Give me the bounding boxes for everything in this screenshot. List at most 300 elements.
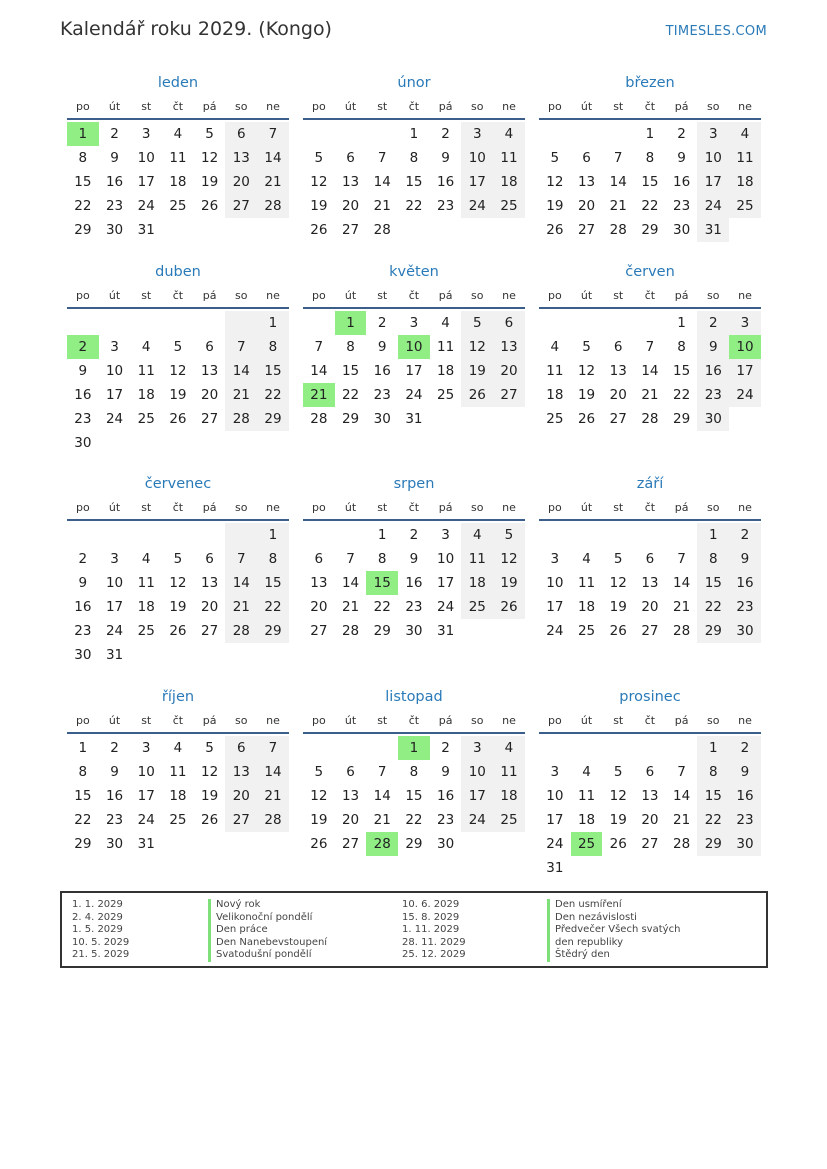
day-cell[interactable]: 3 xyxy=(550,764,560,780)
day-cell[interactable]: 2 xyxy=(441,126,450,142)
day-cell[interactable]: 26 xyxy=(169,623,187,639)
day-cell[interactable]: 27 xyxy=(341,222,360,238)
day-cell[interactable]: 15 xyxy=(405,174,423,190)
day-cell[interactable]: 22 xyxy=(673,387,691,403)
day-cell[interactable]: 6 xyxy=(205,551,214,567)
day-cell[interactable]: 19 xyxy=(461,359,493,383)
day-cell[interactable]: 16 xyxy=(105,174,124,190)
day-cell[interactable]: 30 xyxy=(105,836,124,852)
day-cell[interactable]: 8 xyxy=(409,150,419,166)
day-cell[interactable]: 25 xyxy=(169,812,187,828)
day-cell[interactable]: 11 xyxy=(169,764,187,780)
holiday-day-cell[interactable]: 28 xyxy=(366,832,398,856)
day-cell[interactable]: 3 xyxy=(550,551,560,567)
day-cell[interactable]: 1 xyxy=(257,523,289,547)
day-cell[interactable]: 10 xyxy=(546,788,564,804)
day-cell[interactable]: 11 xyxy=(137,363,155,379)
day-cell[interactable]: 3 xyxy=(141,126,151,142)
day-cell[interactable]: 18 xyxy=(169,788,187,804)
day-cell[interactable]: 22 xyxy=(341,387,360,403)
day-cell[interactable]: 10 xyxy=(437,551,455,567)
brand-logo-text[interactable]: TIMESLES.COM xyxy=(665,24,767,39)
day-cell[interactable]: 12 xyxy=(169,363,187,379)
day-cell[interactable]: 30 xyxy=(729,832,761,856)
day-cell[interactable]: 20 xyxy=(609,387,627,403)
day-cell[interactable]: 10 xyxy=(461,760,493,784)
day-cell[interactable]: 8 xyxy=(78,150,88,166)
day-cell[interactable]: 21 xyxy=(257,784,289,808)
day-cell[interactable]: 27 xyxy=(310,623,328,639)
day-cell[interactable]: 20 xyxy=(341,198,360,214)
day-cell[interactable]: 6 xyxy=(225,736,257,760)
day-cell[interactable]: 18 xyxy=(577,599,596,615)
day-cell[interactable]: 16 xyxy=(729,571,761,595)
day-cell[interactable]: 13 xyxy=(641,788,659,804)
day-cell[interactable]: 5 xyxy=(550,150,560,166)
day-cell[interactable]: 16 xyxy=(74,599,92,615)
day-cell[interactable]: 13 xyxy=(201,575,219,591)
day-cell[interactable]: 28 xyxy=(673,836,691,852)
day-cell[interactable]: 17 xyxy=(137,174,155,190)
holiday-day-cell[interactable]: 21 xyxy=(303,383,335,407)
day-cell[interactable]: 14 xyxy=(609,174,627,190)
day-cell[interactable]: 7 xyxy=(677,764,686,780)
day-cell[interactable]: 27 xyxy=(341,836,360,852)
day-cell[interactable]: 24 xyxy=(729,383,761,407)
holiday-day-cell[interactable]: 15 xyxy=(366,571,398,595)
day-cell[interactable]: 3 xyxy=(461,736,493,760)
day-cell[interactable]: 7 xyxy=(645,339,655,355)
day-cell[interactable]: 29 xyxy=(405,836,423,852)
day-cell[interactable]: 9 xyxy=(729,547,761,571)
day-cell[interactable]: 9 xyxy=(377,339,387,355)
day-cell[interactable]: 18 xyxy=(137,599,155,615)
day-cell[interactable]: 12 xyxy=(577,363,596,379)
day-cell[interactable]: 13 xyxy=(493,335,525,359)
day-cell[interactable]: 9 xyxy=(729,760,761,784)
day-cell[interactable]: 29 xyxy=(673,411,691,427)
day-cell[interactable]: 3 xyxy=(441,527,450,543)
day-cell[interactable]: 12 xyxy=(310,174,328,190)
day-cell[interactable]: 22 xyxy=(257,383,289,407)
day-cell[interactable]: 6 xyxy=(493,311,525,335)
day-cell[interactable]: 8 xyxy=(645,150,655,166)
day-cell[interactable]: 22 xyxy=(74,198,92,214)
day-cell[interactable]: 30 xyxy=(437,836,455,852)
day-cell[interactable]: 10 xyxy=(137,764,155,780)
holiday-day-cell[interactable]: 2 xyxy=(67,335,99,359)
day-cell[interactable]: 9 xyxy=(697,335,729,359)
day-cell[interactable]: 11 xyxy=(546,363,564,379)
day-cell[interactable]: 28 xyxy=(373,222,391,238)
day-cell[interactable]: 12 xyxy=(461,335,493,359)
day-cell[interactable]: 22 xyxy=(74,812,92,828)
day-cell[interactable]: 6 xyxy=(225,122,257,146)
day-cell[interactable]: 30 xyxy=(405,623,423,639)
day-cell[interactable]: 4 xyxy=(173,126,183,142)
day-cell[interactable]: 24 xyxy=(546,623,564,639)
day-cell[interactable]: 5 xyxy=(314,764,324,780)
day-cell[interactable]: 2 xyxy=(729,523,761,547)
day-cell[interactable]: 25 xyxy=(577,623,596,639)
day-cell[interactable]: 26 xyxy=(609,623,627,639)
day-cell[interactable]: 26 xyxy=(546,222,564,238)
day-cell[interactable]: 19 xyxy=(546,198,564,214)
day-cell[interactable]: 25 xyxy=(437,387,455,403)
day-cell[interactable]: 30 xyxy=(74,647,92,663)
day-cell[interactable]: 23 xyxy=(437,812,455,828)
day-cell[interactable]: 17 xyxy=(697,170,729,194)
day-cell[interactable]: 28 xyxy=(641,411,659,427)
day-cell[interactable]: 26 xyxy=(461,383,493,407)
day-cell[interactable]: 12 xyxy=(493,547,525,571)
day-cell[interactable]: 10 xyxy=(105,575,124,591)
day-cell[interactable]: 19 xyxy=(310,812,328,828)
day-cell[interactable]: 5 xyxy=(173,551,183,567)
holiday-day-cell[interactable]: 10 xyxy=(398,335,430,359)
day-cell[interactable]: 5 xyxy=(613,551,623,567)
day-cell[interactable]: 18 xyxy=(546,387,564,403)
day-cell[interactable]: 26 xyxy=(493,595,525,619)
day-cell[interactable]: 1 xyxy=(78,740,88,756)
day-cell[interactable]: 19 xyxy=(310,198,328,214)
day-cell[interactable]: 3 xyxy=(110,339,119,355)
day-cell[interactable]: 2 xyxy=(697,311,729,335)
day-cell[interactable]: 23 xyxy=(729,808,761,832)
day-cell[interactable]: 21 xyxy=(641,387,659,403)
day-cell[interactable]: 4 xyxy=(493,736,525,760)
day-cell[interactable]: 15 xyxy=(257,359,289,383)
day-cell[interactable]: 19 xyxy=(493,571,525,595)
day-cell[interactable]: 17 xyxy=(546,599,564,615)
day-cell[interactable]: 11 xyxy=(577,788,596,804)
day-cell[interactable]: 15 xyxy=(697,784,729,808)
day-cell[interactable]: 19 xyxy=(577,387,596,403)
day-cell[interactable]: 13 xyxy=(225,146,257,170)
day-cell[interactable]: 6 xyxy=(613,339,623,355)
day-cell[interactable]: 7 xyxy=(257,736,289,760)
day-cell[interactable]: 21 xyxy=(673,812,691,828)
day-cell[interactable]: 21 xyxy=(373,812,391,828)
day-cell[interactable]: 14 xyxy=(257,146,289,170)
day-cell[interactable]: 13 xyxy=(225,760,257,784)
day-cell[interactable]: 2 xyxy=(377,315,387,331)
day-cell[interactable]: 28 xyxy=(257,194,289,218)
day-cell[interactable]: 15 xyxy=(74,788,92,804)
day-cell[interactable]: 27 xyxy=(225,194,257,218)
day-cell[interactable]: 2 xyxy=(409,527,419,543)
day-cell[interactable]: 28 xyxy=(341,623,360,639)
day-cell[interactable]: 5 xyxy=(461,311,493,335)
day-cell[interactable]: 31 xyxy=(137,222,155,238)
day-cell[interactable]: 22 xyxy=(257,595,289,619)
day-cell[interactable]: 30 xyxy=(74,435,92,451)
day-cell[interactable]: 17 xyxy=(461,784,493,808)
day-cell[interactable]: 1 xyxy=(677,315,686,331)
day-cell[interactable]: 18 xyxy=(137,387,155,403)
day-cell[interactable]: 22 xyxy=(405,812,423,828)
day-cell[interactable]: 12 xyxy=(169,575,187,591)
day-cell[interactable]: 14 xyxy=(373,174,391,190)
day-cell[interactable]: 26 xyxy=(310,222,328,238)
day-cell[interactable]: 23 xyxy=(673,198,691,214)
day-cell[interactable]: 26 xyxy=(169,411,187,427)
day-cell[interactable]: 16 xyxy=(405,575,423,591)
day-cell[interactable]: 20 xyxy=(225,784,257,808)
day-cell[interactable]: 2 xyxy=(78,551,88,567)
day-cell[interactable]: 22 xyxy=(405,198,423,214)
day-cell[interactable]: 24 xyxy=(137,812,155,828)
day-cell[interactable]: 23 xyxy=(697,383,729,407)
day-cell[interactable]: 13 xyxy=(341,174,360,190)
day-cell[interactable]: 1 xyxy=(697,523,729,547)
day-cell[interactable]: 22 xyxy=(373,599,391,615)
day-cell[interactable]: 6 xyxy=(314,551,324,567)
day-cell[interactable]: 15 xyxy=(74,174,92,190)
day-cell[interactable]: 6 xyxy=(645,551,655,567)
day-cell[interactable]: 12 xyxy=(310,788,328,804)
day-cell[interactable]: 19 xyxy=(169,387,187,403)
day-cell[interactable]: 1 xyxy=(409,126,419,142)
day-cell[interactable]: 4 xyxy=(550,339,560,355)
day-cell[interactable]: 3 xyxy=(729,311,761,335)
day-cell[interactable]: 1 xyxy=(377,527,387,543)
day-cell[interactable]: 29 xyxy=(341,411,360,427)
day-cell[interactable]: 26 xyxy=(577,411,596,427)
day-cell[interactable]: 2 xyxy=(110,740,119,756)
day-cell[interactable]: 16 xyxy=(74,387,92,403)
day-cell[interactable]: 8 xyxy=(78,764,88,780)
day-cell[interactable]: 6 xyxy=(346,150,355,166)
day-cell[interactable]: 5 xyxy=(582,339,591,355)
day-cell[interactable]: 11 xyxy=(577,575,596,591)
day-cell[interactable]: 28 xyxy=(225,619,257,643)
day-cell[interactable]: 15 xyxy=(697,571,729,595)
day-cell[interactable]: 16 xyxy=(437,788,455,804)
day-cell[interactable]: 4 xyxy=(461,523,493,547)
day-cell[interactable]: 24 xyxy=(105,623,124,639)
day-cell[interactable]: 24 xyxy=(437,599,455,615)
day-cell[interactable]: 30 xyxy=(105,222,124,238)
day-cell[interactable]: 11 xyxy=(137,575,155,591)
day-cell[interactable]: 27 xyxy=(577,222,596,238)
day-cell[interactable]: 25 xyxy=(493,194,525,218)
day-cell[interactable]: 14 xyxy=(225,571,257,595)
day-cell[interactable]: 9 xyxy=(409,551,419,567)
day-cell[interactable]: 22 xyxy=(641,198,659,214)
day-cell[interactable]: 21 xyxy=(673,599,691,615)
holiday-day-cell[interactable]: 10 xyxy=(729,335,761,359)
day-cell[interactable]: 7 xyxy=(314,339,324,355)
day-cell[interactable]: 18 xyxy=(461,571,493,595)
day-cell[interactable]: 11 xyxy=(729,146,761,170)
day-cell[interactable]: 4 xyxy=(582,551,591,567)
day-cell[interactable]: 18 xyxy=(729,170,761,194)
day-cell[interactable]: 8 xyxy=(346,339,355,355)
day-cell[interactable]: 3 xyxy=(110,551,119,567)
day-cell[interactable]: 15 xyxy=(405,788,423,804)
day-cell[interactable]: 27 xyxy=(201,411,219,427)
day-cell[interactable]: 25 xyxy=(546,411,564,427)
day-cell[interactable]: 14 xyxy=(310,363,328,379)
day-cell[interactable]: 10 xyxy=(546,575,564,591)
day-cell[interactable]: 7 xyxy=(257,122,289,146)
day-cell[interactable]: 23 xyxy=(729,595,761,619)
day-cell[interactable]: 2 xyxy=(110,126,119,142)
day-cell[interactable]: 7 xyxy=(613,150,623,166)
day-cell[interactable]: 4 xyxy=(582,764,591,780)
day-cell[interactable]: 31 xyxy=(405,411,423,427)
day-cell[interactable]: 6 xyxy=(205,339,214,355)
day-cell[interactable]: 8 xyxy=(697,547,729,571)
day-cell[interactable]: 11 xyxy=(461,547,493,571)
day-cell[interactable]: 14 xyxy=(225,359,257,383)
day-cell[interactable]: 11 xyxy=(493,760,525,784)
day-cell[interactable]: 8 xyxy=(409,764,419,780)
day-cell[interactable]: 15 xyxy=(673,363,691,379)
day-cell[interactable]: 8 xyxy=(697,760,729,784)
day-cell[interactable]: 17 xyxy=(105,599,124,615)
day-cell[interactable]: 2 xyxy=(441,740,450,756)
day-cell[interactable]: 7 xyxy=(377,764,387,780)
day-cell[interactable]: 16 xyxy=(373,363,391,379)
day-cell[interactable]: 9 xyxy=(78,575,88,591)
day-cell[interactable]: 4 xyxy=(729,122,761,146)
day-cell[interactable]: 15 xyxy=(257,571,289,595)
day-cell[interactable]: 26 xyxy=(609,836,627,852)
day-cell[interactable]: 1 xyxy=(645,126,655,142)
day-cell[interactable]: 26 xyxy=(201,812,219,828)
day-cell[interactable]: 17 xyxy=(461,170,493,194)
day-cell[interactable]: 23 xyxy=(74,411,92,427)
day-cell[interactable]: 27 xyxy=(641,836,659,852)
day-cell[interactable]: 4 xyxy=(173,740,183,756)
day-cell[interactable]: 25 xyxy=(137,623,155,639)
day-cell[interactable]: 21 xyxy=(225,595,257,619)
day-cell[interactable]: 29 xyxy=(641,222,659,238)
day-cell[interactable]: 20 xyxy=(641,599,659,615)
day-cell[interactable]: 8 xyxy=(257,547,289,571)
day-cell[interactable]: 21 xyxy=(341,599,360,615)
day-cell[interactable]: 9 xyxy=(110,764,119,780)
day-cell[interactable]: 17 xyxy=(729,359,761,383)
day-cell[interactable]: 16 xyxy=(729,784,761,808)
day-cell[interactable]: 14 xyxy=(641,363,659,379)
day-cell[interactable]: 16 xyxy=(437,174,455,190)
day-cell[interactable]: 13 xyxy=(310,575,328,591)
day-cell[interactable]: 23 xyxy=(373,387,391,403)
day-cell[interactable]: 5 xyxy=(493,523,525,547)
day-cell[interactable]: 24 xyxy=(546,836,564,852)
day-cell[interactable]: 2 xyxy=(729,736,761,760)
day-cell[interactable]: 13 xyxy=(641,575,659,591)
day-cell[interactable]: 30 xyxy=(373,411,391,427)
day-cell[interactable]: 18 xyxy=(577,812,596,828)
day-cell[interactable]: 19 xyxy=(201,788,219,804)
day-cell[interactable]: 5 xyxy=(314,150,324,166)
day-cell[interactable]: 19 xyxy=(169,599,187,615)
day-cell[interactable]: 21 xyxy=(609,198,627,214)
day-cell[interactable]: 20 xyxy=(577,198,596,214)
day-cell[interactable]: 14 xyxy=(673,575,691,591)
day-cell[interactable]: 14 xyxy=(341,575,360,591)
day-cell[interactable]: 5 xyxy=(613,764,623,780)
day-cell[interactable]: 23 xyxy=(105,198,124,214)
day-cell[interactable]: 19 xyxy=(609,812,627,828)
day-cell[interactable]: 24 xyxy=(105,411,124,427)
day-cell[interactable]: 9 xyxy=(441,150,450,166)
day-cell[interactable]: 20 xyxy=(201,387,219,403)
day-cell[interactable]: 5 xyxy=(205,126,214,142)
day-cell[interactable]: 28 xyxy=(310,411,328,427)
day-cell[interactable]: 3 xyxy=(461,122,493,146)
day-cell[interactable]: 12 xyxy=(546,174,564,190)
day-cell[interactable]: 30 xyxy=(697,407,729,431)
day-cell[interactable]: 19 xyxy=(609,599,627,615)
day-cell[interactable]: 16 xyxy=(697,359,729,383)
day-cell[interactable]: 4 xyxy=(141,551,151,567)
day-cell[interactable]: 11 xyxy=(437,339,455,355)
day-cell[interactable]: 14 xyxy=(673,788,691,804)
day-cell[interactable]: 23 xyxy=(405,599,423,615)
day-cell[interactable]: 5 xyxy=(205,740,214,756)
day-cell[interactable]: 20 xyxy=(225,170,257,194)
day-cell[interactable]: 9 xyxy=(78,363,88,379)
day-cell[interactable]: 18 xyxy=(437,363,455,379)
day-cell[interactable]: 26 xyxy=(201,198,219,214)
day-cell[interactable]: 15 xyxy=(341,363,360,379)
day-cell[interactable]: 18 xyxy=(493,170,525,194)
day-cell[interactable]: 7 xyxy=(346,551,355,567)
day-cell[interactable]: 17 xyxy=(405,363,423,379)
day-cell[interactable]: 11 xyxy=(493,146,525,170)
day-cell[interactable]: 10 xyxy=(697,146,729,170)
day-cell[interactable]: 24 xyxy=(461,194,493,218)
day-cell[interactable]: 22 xyxy=(697,808,729,832)
day-cell[interactable]: 23 xyxy=(437,198,455,214)
day-cell[interactable]: 18 xyxy=(493,784,525,808)
day-cell[interactable]: 13 xyxy=(201,363,219,379)
day-cell[interactable]: 27 xyxy=(609,411,627,427)
day-cell[interactable]: 24 xyxy=(405,387,423,403)
day-cell[interactable]: 17 xyxy=(105,387,124,403)
holiday-day-cell[interactable]: 1 xyxy=(67,122,99,146)
day-cell[interactable]: 24 xyxy=(697,194,729,218)
day-cell[interactable]: 17 xyxy=(137,788,155,804)
day-cell[interactable]: 9 xyxy=(677,150,686,166)
day-cell[interactable]: 21 xyxy=(257,170,289,194)
day-cell[interactable]: 29 xyxy=(697,832,729,856)
day-cell[interactable]: 4 xyxy=(441,315,450,331)
day-cell[interactable]: 12 xyxy=(609,575,627,591)
day-cell[interactable]: 5 xyxy=(173,339,183,355)
day-cell[interactable]: 3 xyxy=(409,315,419,331)
day-cell[interactable]: 25 xyxy=(461,595,493,619)
day-cell[interactable]: 25 xyxy=(729,194,761,218)
day-cell[interactable]: 31 xyxy=(697,218,729,242)
day-cell[interactable]: 20 xyxy=(310,599,328,615)
day-cell[interactable]: 11 xyxy=(169,150,187,166)
day-cell[interactable]: 25 xyxy=(169,198,187,214)
day-cell[interactable]: 21 xyxy=(373,198,391,214)
day-cell[interactable]: 16 xyxy=(105,788,124,804)
day-cell[interactable]: 7 xyxy=(225,335,257,359)
day-cell[interactable]: 3 xyxy=(697,122,729,146)
day-cell[interactable]: 10 xyxy=(461,146,493,170)
day-cell[interactable]: 22 xyxy=(697,595,729,619)
day-cell[interactable]: 27 xyxy=(641,623,659,639)
holiday-day-cell[interactable]: 1 xyxy=(398,736,430,760)
